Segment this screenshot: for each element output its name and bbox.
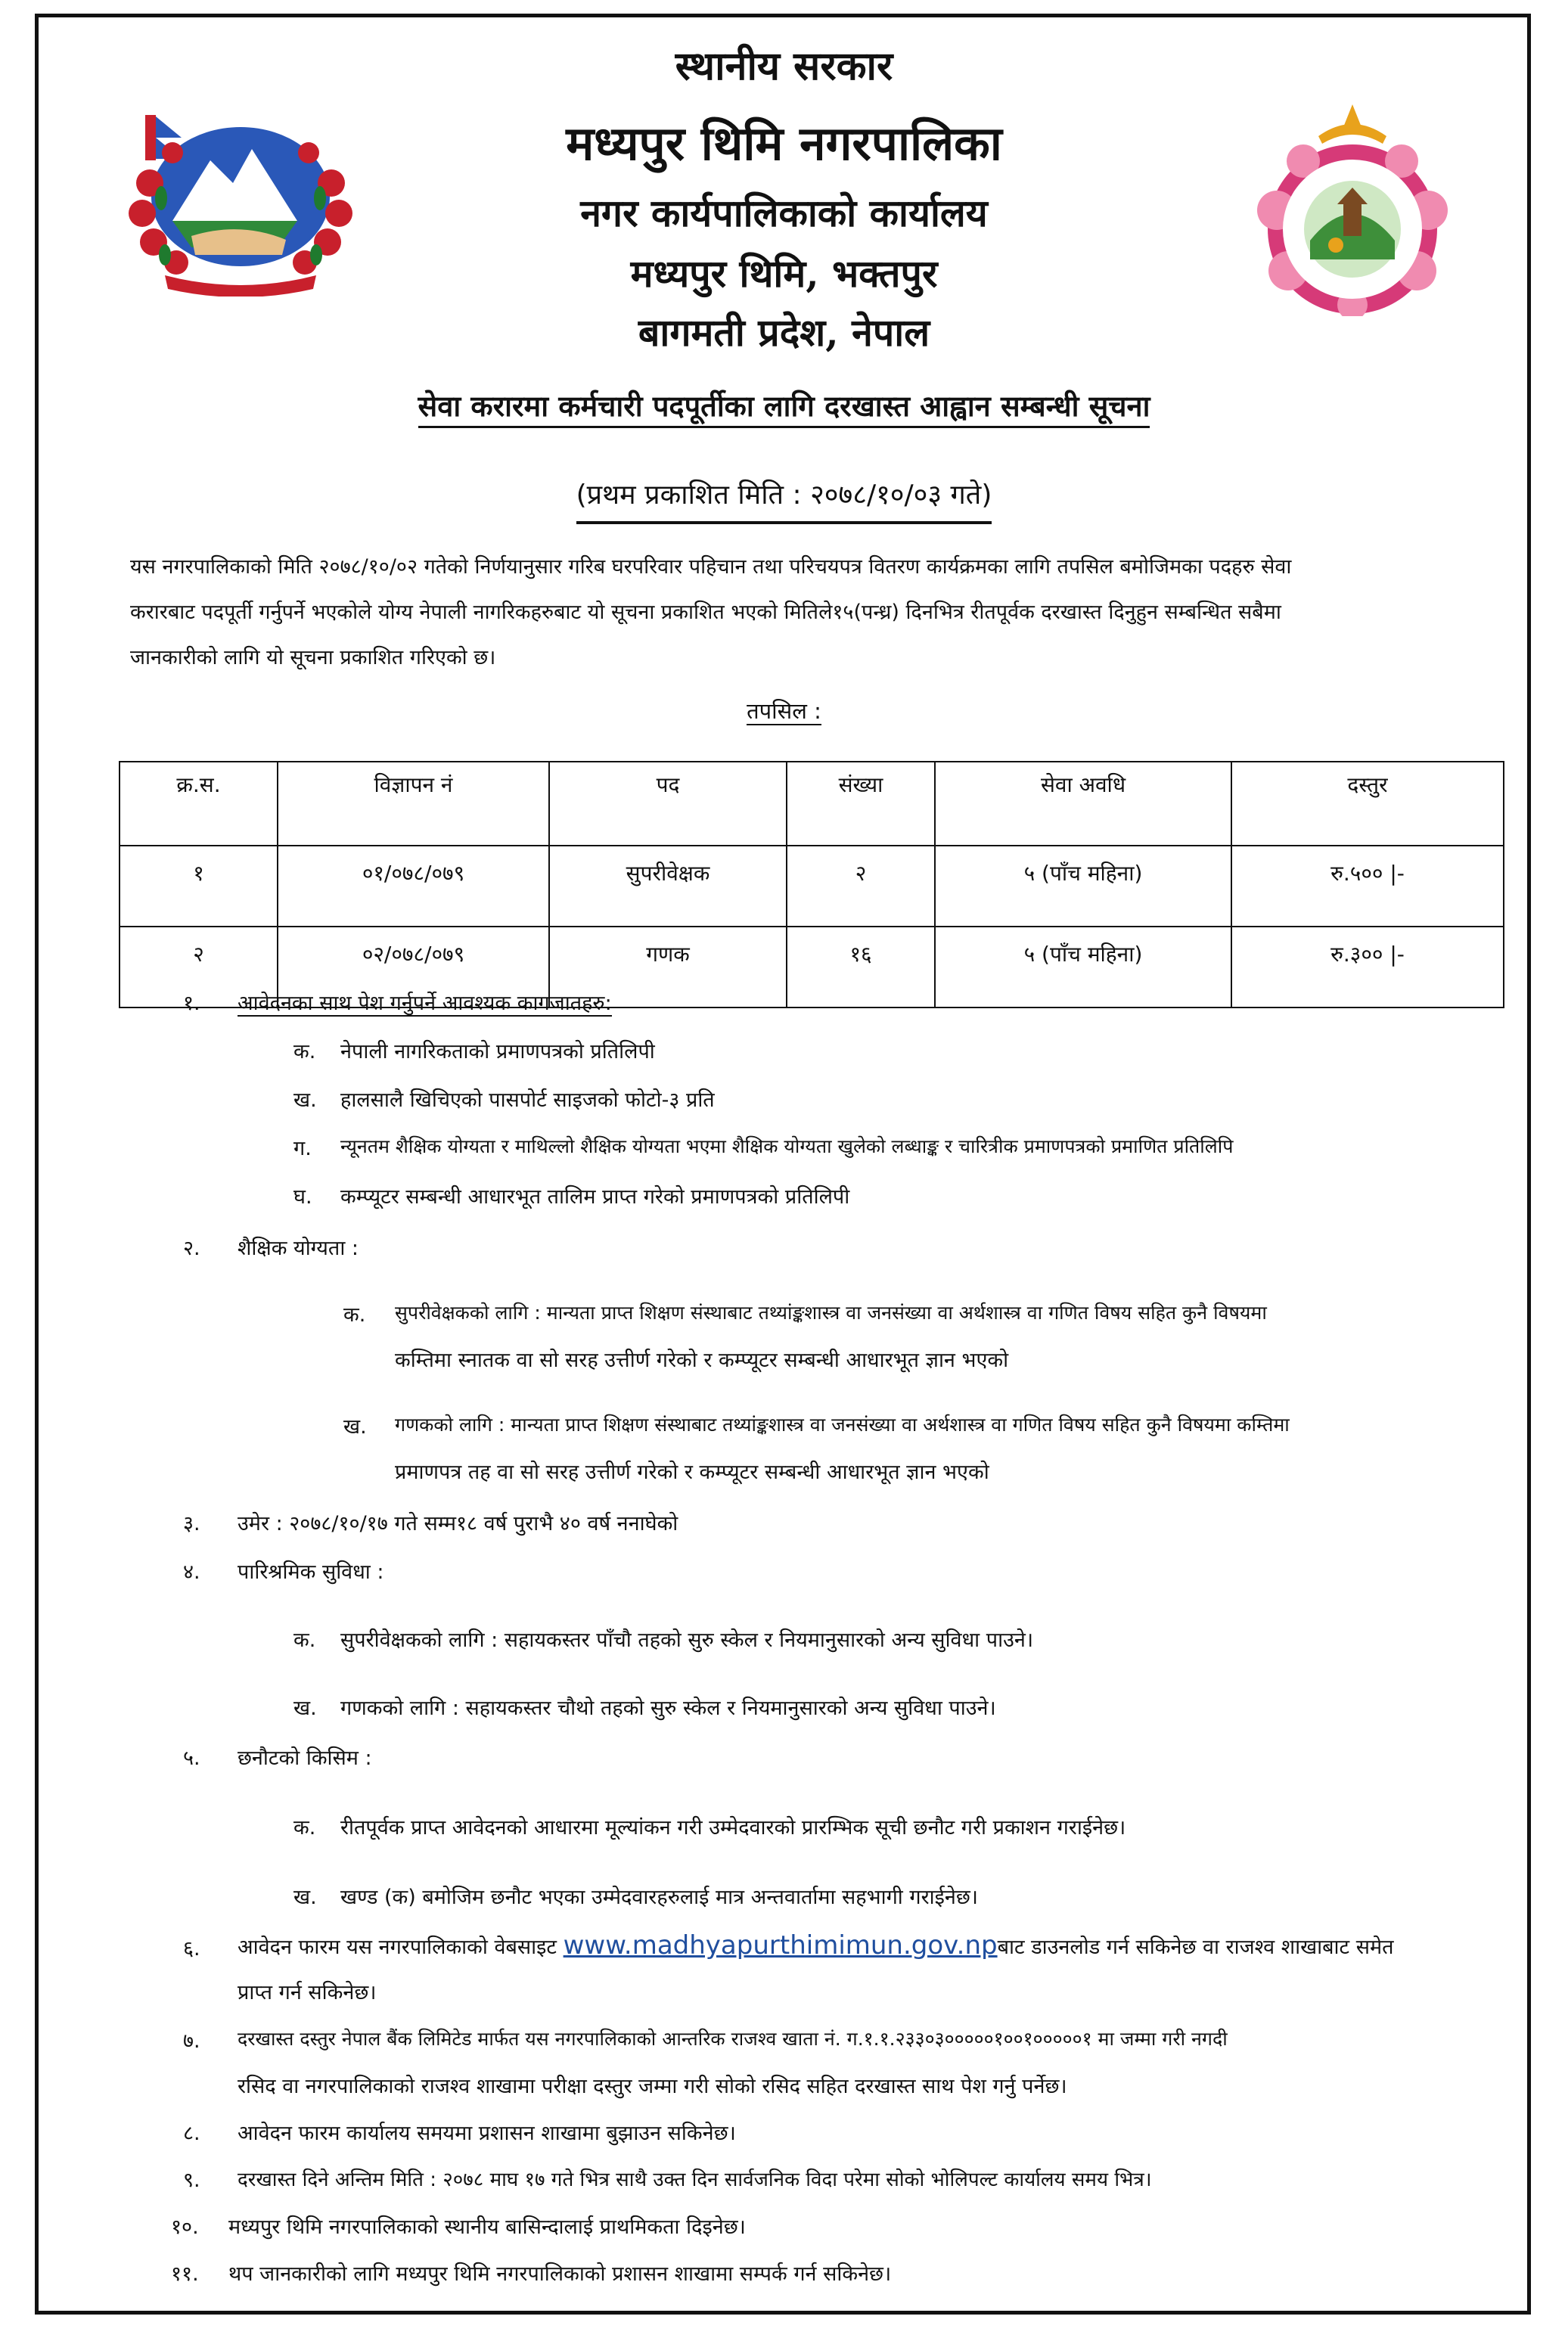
item-text: न्यूनतम शैक्षिक योग्यता र माथिल्लो शैक्षिक योग्यता भएमा शैक्षिक योग्यता खुलेको लब्धाङ्क र चारित्रीक प्रमाणपत्रको प्रमाणित प्रतिलिपि <box>340 1135 1234 1157</box>
col-header: सेवा अवधि <box>935 762 1231 846</box>
item-text: गणकको लागि : मान्यता प्राप्त शिक्षण संस्थाबाट तथ्यांङ्कशास्त्र वा जनसंख्या वा अर्थशास्त्र वा गणित विषय सहित कुनै विषयमा कम्तिमा <box>395 1414 1290 1436</box>
section-title: आवेदनका साथ पेश गर्नुपर्ने आवश्यक कागजातहरु: <box>238 992 612 1015</box>
section-text: आवेदन फारम यस नगरपालिकाको वेबसाइट www.madhyapurthimimun.gov.npबाट डाउनलोड गर्न सकिनेछ वा राजश्व शाखाबाट समेत <box>238 1930 1394 1961</box>
website-link[interactable]: www.madhyapurthimimun.gov.np <box>563 1930 998 1961</box>
section-title: पारिश्रमिक सुविधा : <box>238 1560 384 1584</box>
section-number: ५. <box>183 1746 200 1770</box>
section-text: थप जानकारीको लागि मध्यपुर थिमि नगरपालिकाको प्रशासन शाखामा सम्पर्क गर्न सकिनेछ। <box>228 2262 892 2286</box>
section-number: ७. <box>183 2029 200 2053</box>
header-office: नगर कार्यपालिकाको कार्यालय <box>580 191 988 235</box>
table-cell: रु.३०० |- <box>1231 927 1504 1007</box>
item-label: ख. <box>293 1697 317 1720</box>
item-text: कम्प्यूटर सम्बन्धी आधारभूत तालिम प्राप्त गरेको प्रमाणपत्रको प्रतिलिपी <box>340 1185 850 1209</box>
section-text: उमेर : २०७८/१०/१७ गते सम्म१८ वर्ष पुराभै ४० वर्ष ननाघेको <box>238 1512 678 1535</box>
item-text: हालसालै खिचिएको पासपोर्ट साइजको फोटो-३ प्रति <box>340 1088 715 1112</box>
item-label: क. <box>293 1816 316 1840</box>
section-number: १. <box>183 992 200 1015</box>
item-label: क. <box>293 1040 316 1063</box>
item-label: ख. <box>293 1088 317 1112</box>
table-cell: २ <box>787 846 935 927</box>
item-text: रीतपूर्वक प्राप्त आवेदनको आधारमा मूल्यांकन गरी उम्मेदवारको प्रारम्भिक सूची छनौट गरी प्रकाशन गराईनेछ। <box>340 1816 1126 1840</box>
table-row <box>120 846 1504 927</box>
col-header: दस्तुर <box>1231 762 1504 846</box>
section-text: मध्यपुर थिमि नगरपालिकाको स्थानीय बासिन्दालाई प्राथमिकता दिइनेछ। <box>228 2215 746 2239</box>
publication-date: (प्रथम प्रकाशित मिति : २०७८/१०/०३ गते) <box>0 475 1568 512</box>
item-label: ग. <box>293 1137 312 1160</box>
table-cell: ०२/०७८/०७९ <box>278 927 549 1007</box>
col-header: विज्ञापन नं <box>278 762 549 846</box>
item-label: ख. <box>343 1415 367 1439</box>
col-header: क्र.स. <box>120 762 278 846</box>
section-number: २. <box>183 1237 200 1260</box>
item-label: क. <box>343 1303 366 1327</box>
section-number: ३. <box>183 1512 200 1535</box>
section-text: दरखास्त दिने अन्तिम मिति : २०७८ माघ १७ गते भित्र साथै उक्त दिन सार्वजनिक विदा परेमा सोको भोलिपल्ट कार्यालय समय भित्र। <box>238 2169 1152 2191</box>
table-cell: रु.५०० |- <box>1231 846 1504 927</box>
header-municipality: मध्यपुर थिमि नगरपालिका <box>566 116 1002 171</box>
section-number: ६. <box>183 1937 200 1961</box>
nepal-emblem-icon <box>120 107 362 297</box>
table-cell: सुपरीवेक्षक <box>549 846 787 927</box>
section-number: १०. <box>171 2215 199 2239</box>
table-cell: १६ <box>787 927 935 1007</box>
section-number: ९. <box>183 2169 200 2192</box>
municipality-logo-icon <box>1247 97 1458 316</box>
intro-line: यस नगरपालिकाको मिति २०७८/१०/०२ गतेको निर्णयानुसार गरिब घरपरिवार पहिचान तथा परिचयपत्र वितरण कार्यक्रमका लागि तपसिल बमोजिमका पदहरु सेवा <box>130 555 1292 579</box>
intro-line: जानकारीको लागि यो सूचना प्रकाशित गरिएको छ। <box>130 646 496 669</box>
header-address: मध्यपुर थिमि, भक्तपुर <box>630 251 938 296</box>
document-border <box>35 14 1531 2315</box>
item-text: गणकको लागि : सहायकस्तर चौथो तहको सुरु स्केल र नियमानुसारको अन्य सुविधा पाउने। <box>340 1697 996 1720</box>
header-province: बागमती प्रदेश, नेपाल <box>638 310 930 355</box>
section-text: आवेदन फारम कार्यालय समयमा प्रशासन शाखामा बुझाउन सकिनेछ। <box>238 2122 736 2145</box>
section-title: छनौटको किसिम : <box>238 1746 372 1770</box>
notice-title: सेवा करारमा कर्मचारी पदपूर्तीका लागि दरखास्त आह्वान सम्बन्धी सूचना <box>0 386 1568 425</box>
col-header: पद <box>549 762 787 846</box>
section-text: प्राप्त गर्न सकिनेछ। <box>238 1981 377 2004</box>
item-text: कम्तिमा स्नातक वा सो सरह उत्तीर्ण गरेको र कम्प्यूटर सम्बन्धी आधारभूत ज्ञान भएको <box>395 1349 1009 1372</box>
section-title: शैक्षिक योग्यता : <box>238 1237 359 1260</box>
item-label: ख. <box>293 1886 317 1909</box>
vacancy-table <box>119 761 1504 1008</box>
section-text: रसिद वा नगरपालिकाको राजश्व शाखामा परीक्षा दस्तुर जम्मा गरी सोको रसिद सहित दरखास्त साथ पेश गर्नु पर्नेछ। <box>238 2075 1067 2098</box>
table-header-row <box>120 762 1504 846</box>
item-text: नेपाली नागरिकताको प्रमाणपत्रको प्रतिलिपी <box>340 1040 655 1063</box>
item-label: घ. <box>293 1185 312 1209</box>
intro-line: करारबाट पदपूर्ती गर्नुपर्ने भएकोले योग्य नेपाली नागरिकहरुबाट यो सूचना प्रकाशित भएको मितिले१५(पन्ध्र) दिनभित्र रीतपूर्वक दरखास्त दिनुहुन सम्बन्धित सबैमा <box>130 601 1281 624</box>
section-number: ४. <box>183 1560 200 1584</box>
col-header: संख्या <box>787 762 935 846</box>
item-text: प्रमाणपत्र तह वा सो सरह उत्तीर्ण गरेको र कम्प्यूटर सम्बन्धी आधारभूत ज्ञान भएको <box>395 1461 989 1484</box>
item-label: क. <box>293 1628 316 1652</box>
table-cell: ०१/०७८/०७९ <box>278 846 549 927</box>
table-cell: गणक <box>549 927 787 1007</box>
table-cell: २ <box>120 927 278 1007</box>
intro-paragraph <box>130 545 1499 681</box>
section-text: दरखास्त दस्तुर नेपाल बैंक लिमिटेड मार्फत यस नगरपालिकाको आन्तरिक राजश्व खाता नं. ग.१.१.२३३०३०००००१००१०००००१ मा जम्मा गरी नगदी <box>238 2028 1228 2050</box>
tapsil-label: तपसिल : <box>747 698 821 724</box>
item-text: सुपरीवेक्षकको लागि : मान्यता प्राप्त शिक्षण संस्थाबाट तथ्यांङ्कशास्त्र वा जनसंख्या वा अर्थशास्त्र वा गणित विषय सहित कुनै विषयमा <box>395 1302 1267 1324</box>
table-cell: ५ (पाँच महिना) <box>935 846 1231 927</box>
section-number: ११. <box>171 2262 199 2286</box>
header-line1: स्थानीय सरकार <box>675 43 893 89</box>
table-cell: ५ (पाँच महिना) <box>935 927 1231 1007</box>
table-cell: १ <box>120 846 278 927</box>
item-text: सुपरीवेक्षकको लागि : सहायकस्तर पाँचौ तहको सुरु स्केल र नियमानुसारको अन्य सुविधा पाउने। <box>340 1628 1034 1652</box>
section-number: ८. <box>183 2122 200 2145</box>
item-text: खण्ड (क) बमोजिम छनौट भएका उम्मेदवारहरुलाई मात्र अन्तवार्तामा सहभागी गराईनेछ। <box>340 1886 979 1909</box>
